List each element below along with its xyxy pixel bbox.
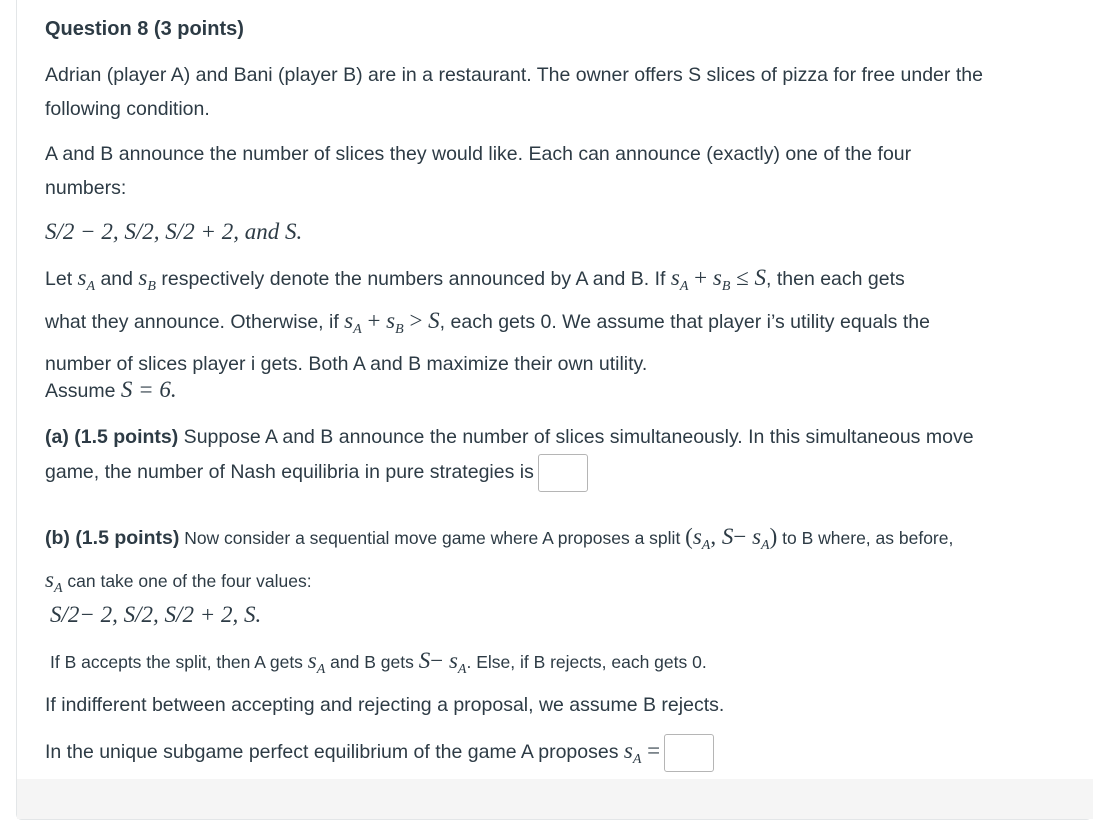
part-b-values: S/2− 2, S/2, S/2 + 2, S. [50,602,262,627]
part-b: (b) (1.5 points) Now consider a sequential move game where A proposes a split ($s_A$, $S- s_A$) to B where, as before, $s_A$ can take one of the four values: [45,524,954,596]
part-b-spe: In the unique subgame perfect equilibrium of the game A proposes $s_A$ = [45,734,1075,777]
part-a-label: (a) (1.5 points) [45,426,179,448]
question-header [17,0,1093,57]
part-a-answer-input[interactable] [538,454,588,492]
let-paragraph: Let $s_A$ and $s_B$ respectively denote the numbers announced by A and B. If $s_A + s_B \le S$, then each gets what they announce. Otherwise, if $s_A + s_B > S$, each gets 0. We assume that player i’s utility equals the number of slices player i gets. Both A and B maximize their own utility. [45,265,930,375]
intro-paragraph: Adrian (player A) and Bani (player B) are in a restaurant. The owner offers S slices of pizza for free under the following condition. [45,64,983,120]
assume-paragraph: Assume S = 6. [45,377,177,402]
part-b-label: (b) (1.5 points) [45,527,180,549]
part-b-accept: If B accepts the split, then A gets $s_A$ and B gets $S- s_A$. Else, if B rejects, each gets 0. [50,648,707,677]
part-b-indifferent: If indifferent between accepting and rejecting a proposal, we assume B rejects. [45,694,725,716]
card-footer [17,779,1093,819]
choices-math: S/2 − 2, S/2, S/2 + 2, and S. [45,219,303,244]
part-a: (a) (1.5 points) Suppose A and B announce the number of slices simultaneously. In this simultaneous move game, the number of Nash equilibria in pure strategies is [45,420,1075,492]
part-b-answer-input[interactable] [664,734,714,772]
announce-paragraph: A and B announce the number of slices they would like. Each can announce (exactly) one of the four numbers: [45,143,912,199]
question-title: Question 8 (3 points) [45,18,244,40]
question-card [16,0,1092,820]
question-body [17,56,1093,819]
